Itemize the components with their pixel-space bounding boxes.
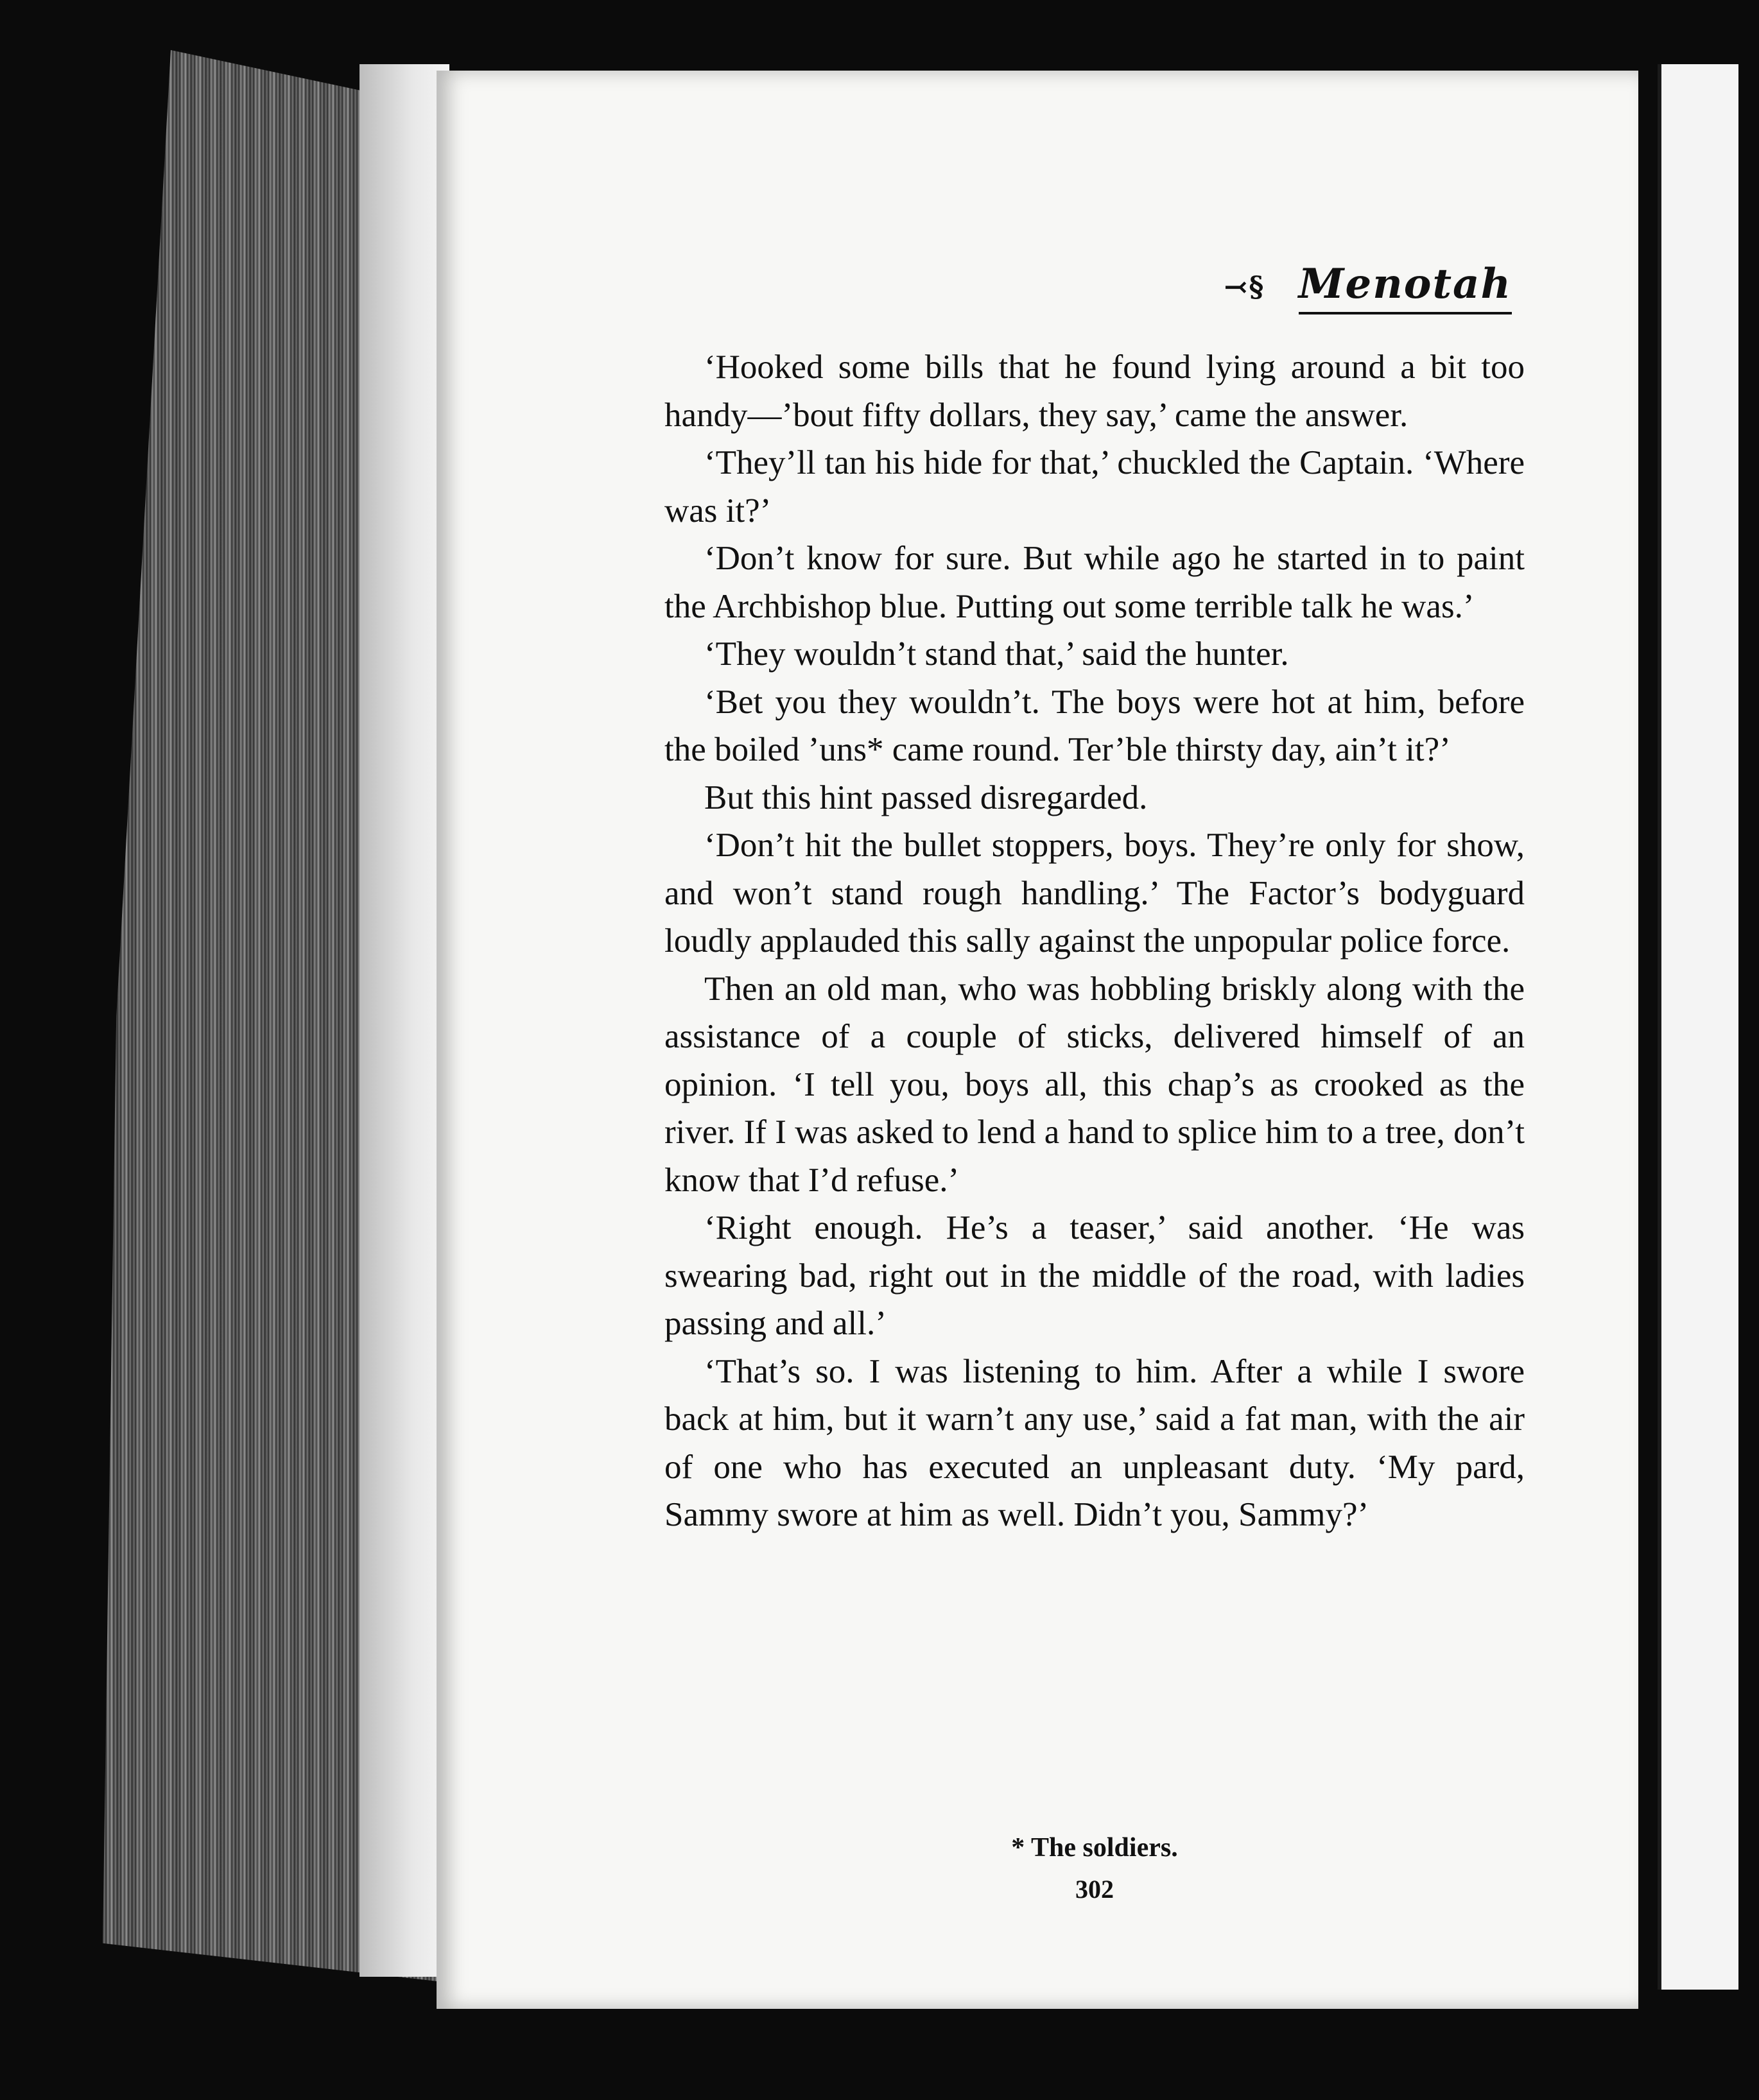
page-number: 302 — [1075, 1875, 1114, 1904]
paragraph: ‘That’s so. I was listening to him. After a while I swore back at him, but it warn’t any use,’ said a fat man, with the air of one who has executed an unpleasant duty. ‘My pard, Sammy swore at him as well. Didn’t you, Sammy?’ — [664, 1352, 1525, 1533]
page-gutter-shade — [360, 64, 449, 1977]
paragraph: ‘Don’t hit the bullet stoppers, boys. They’re only for show, and won’t stand rough handling.’ The Factor’s bodyguard loudly applauded this sally against the unpopular police force. — [664, 827, 1525, 960]
paragraph: Then an old man, who was hobbling briskly along with the assistance of a couple of sticks, delivered himself of an opinion. ‘I tell you, boys all, this chap’s as crooked as the river. If I was asked to lend a hand to splice him to a tree, don’t know that I’d refuse.’ — [664, 970, 1525, 1199]
header-ornament-icon: ⤙§ — [1224, 271, 1265, 304]
footnote: * The soldiers. — [1011, 1833, 1178, 1863]
paragraph: ‘Hooked some bills that he found lying around a bit too handy—’bout fifty dollars, they say,’ came the answer. — [664, 349, 1525, 434]
paragraph: ‘Right enough. He’s a teaser,’ said another. ‘He was swearing bad, right out in the middle of the road, with ladies passing and all.’ — [664, 1209, 1525, 1342]
facing-page-edge — [1658, 64, 1738, 1990]
paragraph: ‘They’ll tan his hide for that,’ chuckled the Captain. ‘Where was it?’ — [664, 444, 1525, 529]
paragraph: ‘Bet you they wouldn’t. The boys were hot at him, before the boiled ’uns* came round. Ter’ble thirsty day, ain’t it?’ — [664, 683, 1525, 768]
paragraph: ‘Don’t know for sure. But while ago he started in to paint the Archbishop blue. Putting out some terrible talk he was.’ — [664, 540, 1525, 625]
running-header — [1224, 260, 1512, 314]
running-title: Menotah — [1299, 260, 1512, 314]
body-text — [664, 343, 1525, 1539]
paragraph: ‘They wouldn’t stand that,’ said the hunter. — [704, 635, 1289, 673]
paragraph: But this hint passed disregarded. — [704, 779, 1148, 816]
